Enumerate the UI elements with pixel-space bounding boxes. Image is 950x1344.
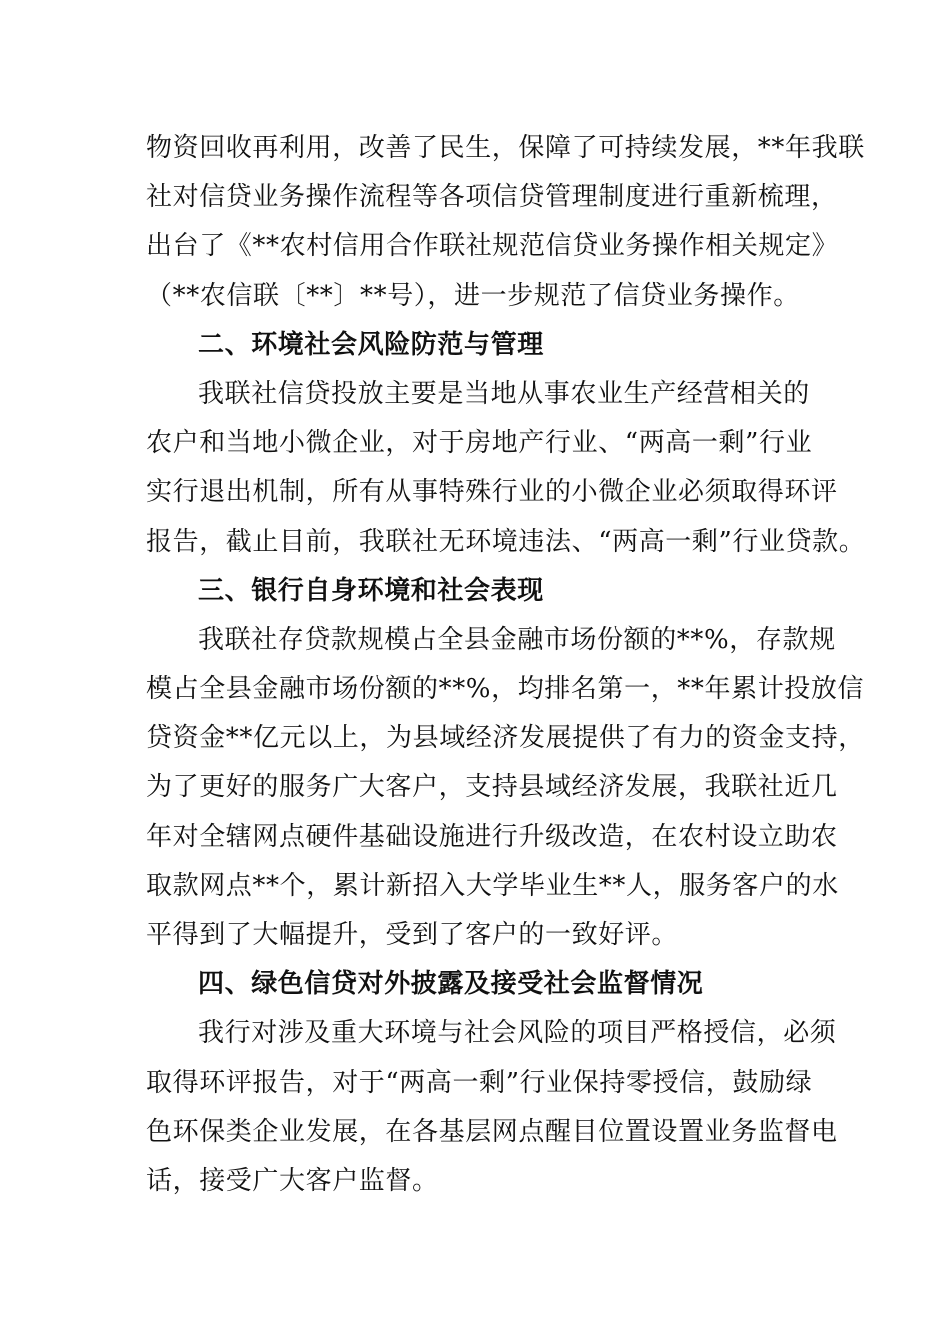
text-line: 色环保类企业发展，在各基层网点醒目位置设置业务监督电: [146, 1116, 838, 1147]
text-line: 报告，截止目前，我联社无环境违法、“两高一剩”行业贷款。: [146, 526, 866, 557]
text-line: 年对全辖网点硬件基础设施进行升级改造，在农村设立助农: [146, 821, 838, 852]
text-line: 为了更好的服务广大客户，支持县域经济发展，我联社近几: [146, 772, 838, 803]
text-line: 物资回收再利用，改善了民生，保障了可持续发展，**年我联: [146, 133, 865, 163]
text-line: 我联社存贷款规模占全县金融市场份额的**%，存款规: [198, 624, 836, 655]
text-line: 我联社信贷投放主要是当地从事农业生产经营相关的: [198, 378, 810, 409]
paragraph-continuation: [146, 124, 865, 321]
text-line: 模占全县金融市场份额的**%，均排名第一，**年累计投放信: [146, 674, 865, 705]
text-line: 取款网点**个，累计新招入大学毕业生**人，服务客户的水: [146, 870, 839, 901]
text-line: 我行对涉及重大环境与社会风险的项目严格授信，必须: [198, 1018, 837, 1049]
text-line: 农户和当地小微企业，对于房地产行业、“两高一剩”行业: [146, 428, 813, 459]
text-line: 出台了《**农村信用合作联社规范信贷业务操作相关规定》: [146, 231, 839, 262]
section-heading-3: 三、银行自身环境和社会表现: [198, 575, 544, 606]
text-line: 贷资金**亿元以上，为县域经济发展提供了有力的资金支持，: [146, 723, 865, 754]
section-heading-2: 二、环境社会风险防范与管理: [198, 329, 544, 360]
text-line: （**农信联〔**〕**号），进一步规范了信贷业务操作。: [146, 280, 800, 311]
text-line: 实行退出机制，所有从事特殊行业的小微企业必须取得环评: [146, 477, 838, 508]
section-heading-4: 四、绿色信贷对外披露及接受社会监督情况: [198, 969, 704, 1000]
paragraph-section-2: [146, 370, 866, 567]
text-line: 平得到了大幅提升，受到了客户的一致好评。: [146, 920, 679, 950]
paragraph-section-3: [146, 616, 865, 960]
text-line: 社对信贷业务操作流程等各项信贷管理制度进行重新梳理，: [146, 182, 838, 213]
text-line: 话，接受广大客户监督。: [146, 1165, 439, 1196]
text-line: 取得环评报告，对于“两高一剩”行业保持零授信，鼓励绿: [146, 1067, 813, 1098]
paragraph-section-4: [146, 1009, 838, 1206]
document-body: [146, 124, 866, 1206]
